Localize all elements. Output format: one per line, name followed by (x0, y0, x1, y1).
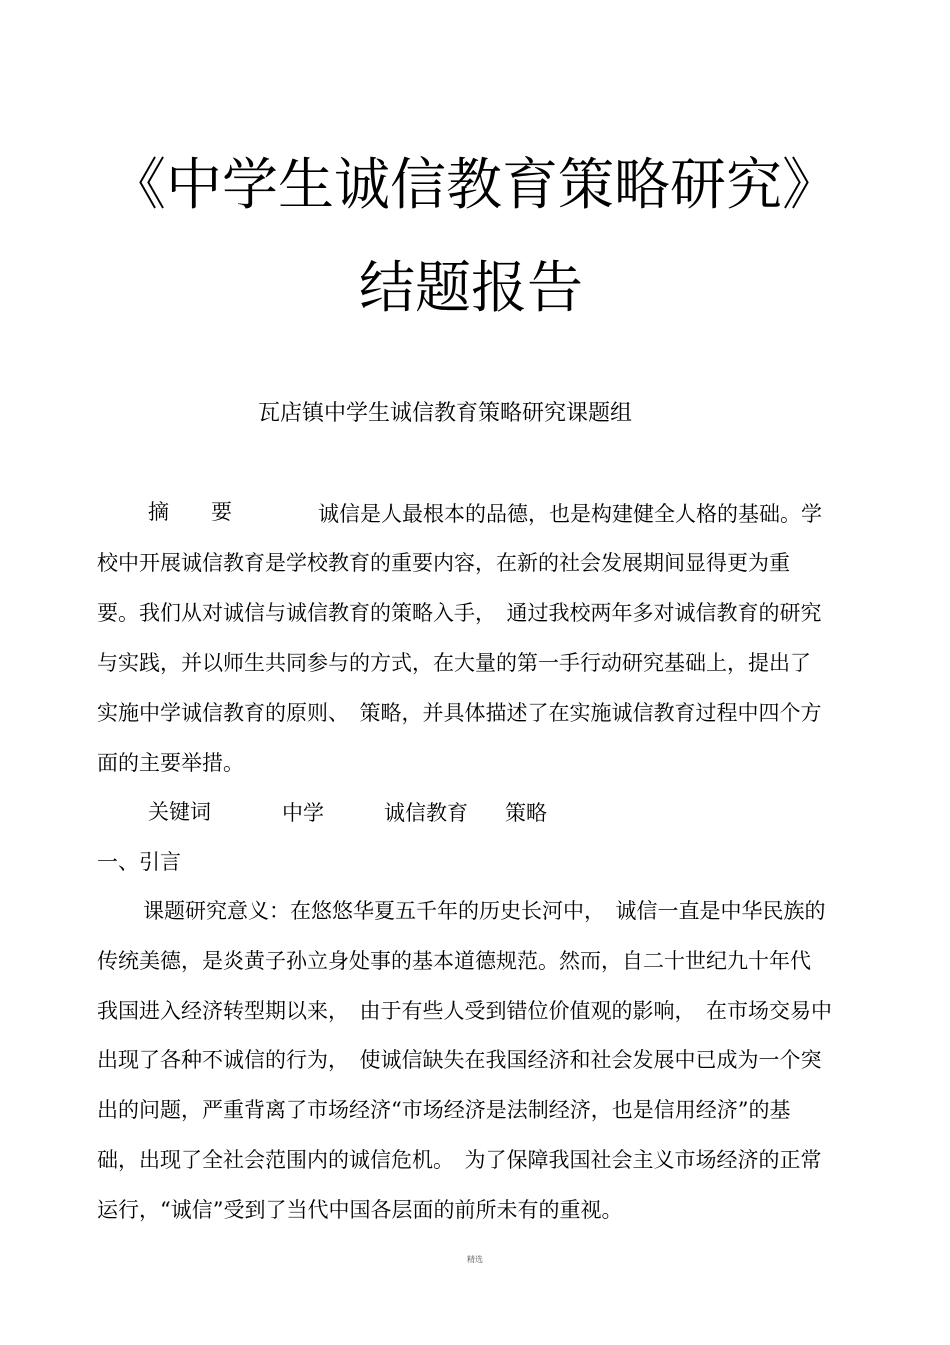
body-line: 运行，“诚信”受到了当代中国各层面的前所未有的重视。 (97, 1198, 623, 1222)
abstract-line: 要。我们从对诚信与诚信教育的策略入手， 通过我校两年多对诚信教育的研究 (97, 601, 822, 625)
abstract-label: 摘 要 (148, 500, 232, 524)
report-subtitle-title: 结题报告 (359, 256, 583, 321)
abstract-line: 与实践，并以师生共同参与的方式，在大量的第一手行动研究基础上，提出了 (97, 651, 811, 675)
abstract-line: 诚信是人最根本的品德，也是构建健全人格的基础。学 (318, 502, 822, 526)
body-line: 课题研究意义：在悠悠华夏五千年的历史长河中， 诚信一直是中华民族的 (143, 899, 826, 923)
keyword-item: 策略 (505, 801, 547, 825)
abstract-line: 校中开展诚信教育是学校教育的重要内容，在新的社会发展期间显得更为重 (97, 551, 790, 575)
section-heading: 一、引言 (97, 850, 181, 874)
body-line: 我国进入经济转型期以来， 由于有些人受到错位价值观的影响， 在市场交易中 (97, 999, 832, 1023)
research-group: 瓦店镇中学生诚信教育策略研究课题组 (258, 401, 633, 426)
report-title: 《中学生诚信教育策略研究》 (110, 153, 838, 218)
keyword-item: 中学 (282, 801, 324, 825)
abstract-line: 面的主要举措。 (97, 751, 244, 775)
keywords-label: 关键词 (148, 800, 211, 824)
abstract-line: 实施中学诚信教育的原则、 策略，并具体描述了在实施诚信教育过程中四个方 (97, 701, 822, 725)
page-footer: 精选 (467, 1255, 483, 1264)
body-line: 础，出现了全社会范围内的诚信危机。 为了保障我国社会主义市场经济的正常 (97, 1148, 822, 1172)
body-line: 传统美德，是炎黄子孙立身处事的基本道德规范。然而，自二十世纪九十年代 (97, 949, 811, 973)
body-line: 出的问题，严重背离了市场经济“市场经济是法制经济，也是信用经济”的基 (97, 1098, 791, 1122)
keyword-item: 诚信教育 (384, 801, 468, 825)
body-line: 出现了各种不诚信的行为， 使诚信缺失在我国经济和社会发展中已成为一个突 (97, 1048, 822, 1072)
